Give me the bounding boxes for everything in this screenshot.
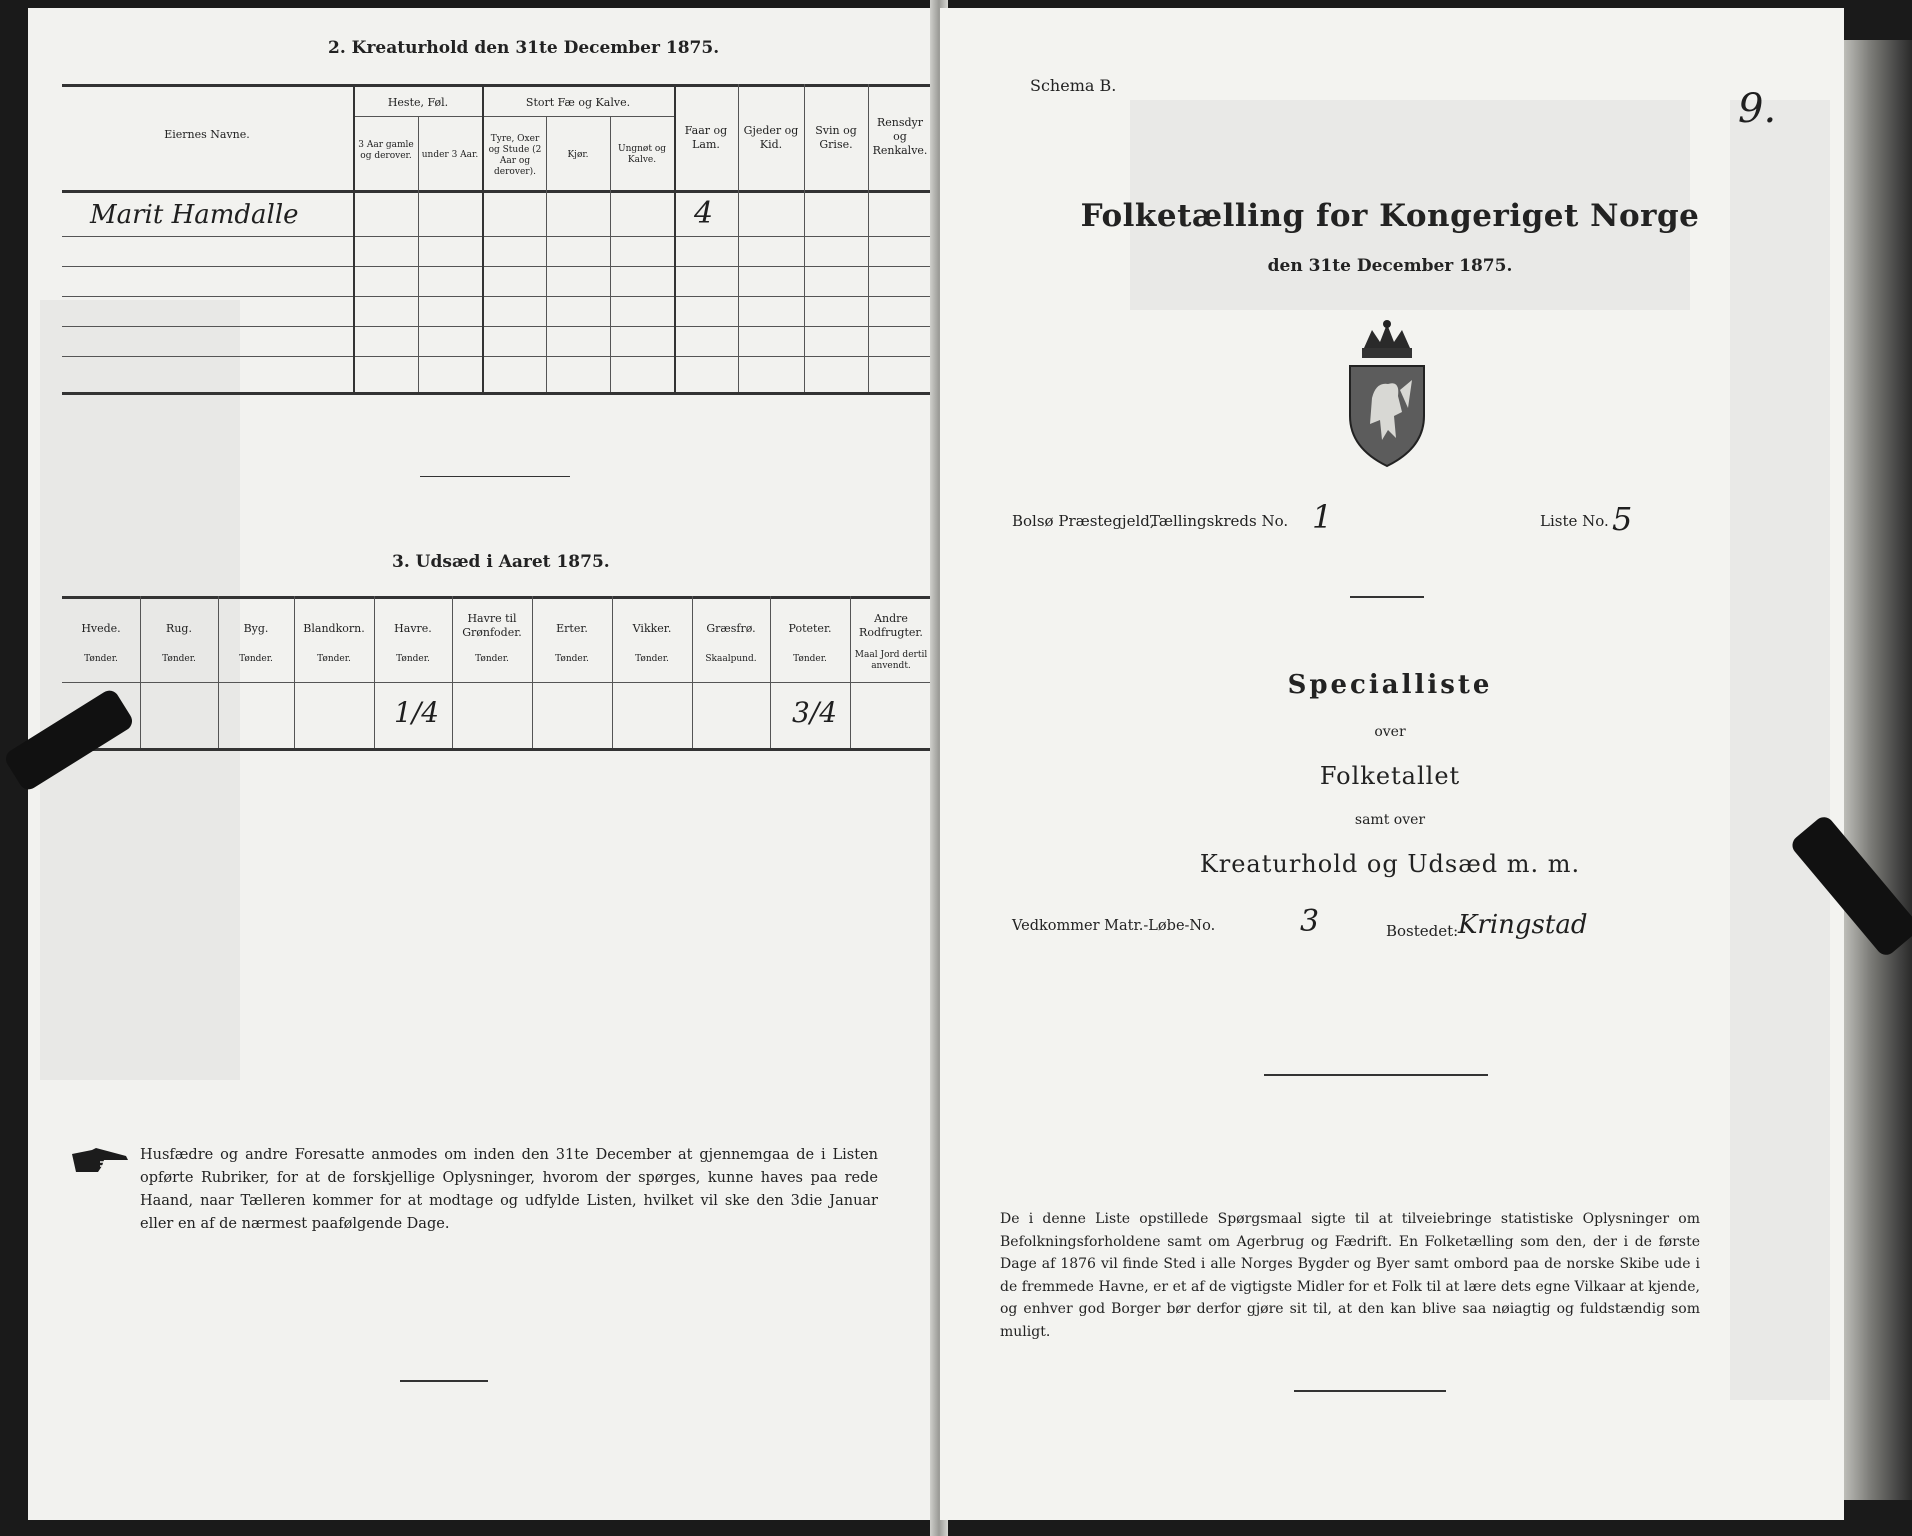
closing-paragraph: De i denne Liste opstillede Spørgsmaal sigte til at tilveiebringe statistiske Oplysninger om Befolkningsforholdene samt om Agerbrug og Fædrift. En Folketælling som den, der i de første Dage af 1876 vil finde Sted i alle Norges Bygder og Byer samt ombord paa de norske Skibe ude i de fremmede Havne, er et af de vigtigste Midler for et Folk til at lære dets egne Vilkaar at kjende, og enhver god Borger bør derfor gjøre sit til, at den kan blive saa nøiagtig og fuldstændig som muligt. [1000,1211,1700,1340]
section3-title: 3. Udsæd i Aaret 1875. [392,552,610,572]
seed-unit-graesfro: Skaalpund. [705,654,757,664]
schema-label: Schema B. [1030,76,1117,95]
seed-col-poteter: Poteter. [788,622,832,635]
seed-unit-havre-gronfoder: Tønder. [475,654,509,664]
col-sheep: Faar og Lam. [684,124,728,151]
district-number: 1 [1312,498,1333,536]
bleed-through-right-edge [1730,100,1830,1400]
seed-col-graesfro: Græsfrø. [706,622,756,635]
seed-col-rug: Rug. [166,622,192,635]
page-number: 9. [1738,86,1777,132]
page-stack-edge [1844,40,1912,1500]
section2-title: 2. Kreaturhold den 31te December 1875. [328,38,720,58]
seed-col-byg: Byg. [243,622,269,635]
col-owner-name: Eiernes Navne. [164,128,250,141]
folketallet-heading: Folketallet [1319,762,1461,790]
list-number: 5 [1612,500,1633,538]
bostedet-label: Bostedet: [1386,922,1459,940]
list-label: Liste No. [1540,512,1609,530]
coat-of-arms-icon [1342,320,1432,468]
seed-unit-andre-rodfrugter: Maal Jord dertil anvendt. [854,650,928,671]
seed-poteter-value: 3/4 [792,696,838,729]
seed-col-vikker: Vikker. [632,622,672,635]
seed-col-havre: Havre. [394,622,432,635]
seed-unit-byg: Tønder. [239,654,273,664]
seed-unit-poteter: Tønder. [793,654,827,664]
col-horses-under3: under 3 Aar. [421,150,479,160]
seed-unit-havre: Tønder. [396,654,430,664]
seed-col-hvede: Hvede. [81,622,121,635]
specialliste-heading: Specialliste [1287,670,1493,700]
pointing-hand-icon [70,1144,132,1176]
bostedet-value: Kringstad [1458,910,1588,940]
footnote-text: Husfædre og andre Foresatte anmodes om inden den 31te December at gjennemgaa de i Listen opførte Rubriker, for at de forskjellige Oplysninger, hvorom der spørges, kunne haves paa rede Haand, naar Tælleren kommer for at modtage og udfylde Listen, hvilket vil ske den 3die Januar eller en af de nærmest paafølgende Dage. [140,1147,878,1232]
seed-unit-hvede: Tønder. [84,654,118,664]
main-title: Folketælling for Kongeriget Norge [1080,198,1700,234]
seed-unit-erter: Tønder. [555,654,589,664]
district-label: Tællingskreds No. [1150,512,1289,530]
seed-col-blandkorn: Blandkorn. [303,622,365,635]
divider-right-1 [1350,596,1424,598]
date-line: den 31te December 1875. [1267,256,1513,276]
seed-unit-rug: Tønder. [162,654,196,664]
seed-col-andre-rodfrugter: Andre Rodfrugter. [859,612,923,639]
parish-label: Bolsø Præstegjeld, [1012,512,1155,530]
matr-number: 3 [1300,904,1320,939]
divider-right-2 [1264,1074,1488,1076]
col-pigs: Svin og Grise. [815,124,857,151]
col-cattle-bulls: Tyre, Oxer og Stude (2 Aar og derover). [488,134,542,177]
livestock-owner: Marit Hamdalle [90,200,299,230]
col-cattle-group: Stort Fæ og Kalve. [525,96,631,109]
over-text-1: over [1374,724,1406,740]
divider-left-2 [400,1380,488,1382]
seed-col-havre-gronfoder: Havre til Grønfoder. [462,612,522,639]
seed-unit-vikker: Tønder. [635,654,669,664]
divider-right-3 [1294,1390,1446,1392]
kreaturhold-heading: Kreaturhold og Udsæd m. m. [1199,850,1581,878]
divider-left-1 [420,476,570,477]
livestock-sheep-count: 4 [694,196,714,231]
samt-over-text: samt over [1354,812,1426,828]
col-horses-group: Heste, Føl. [387,96,449,109]
col-reindeer: Rensdyr og Renkalve. [872,116,928,157]
vedkommer-label: Vedkommer Matr.-Løbe-No. [1012,918,1216,934]
seed-havre-value: 1/4 [394,696,440,729]
seed-unit-blandkorn: Tønder. [317,654,351,664]
col-cattle-young: Ungnøt og Kalve. [617,144,666,165]
seed-col-erter: Erter. [556,622,588,635]
col-cattle-cows: Kjør. [567,150,589,160]
col-horses-3plus: 3 Aar gamle og derover. [358,140,414,161]
col-goats: Gjeder og Kid. [743,124,799,151]
